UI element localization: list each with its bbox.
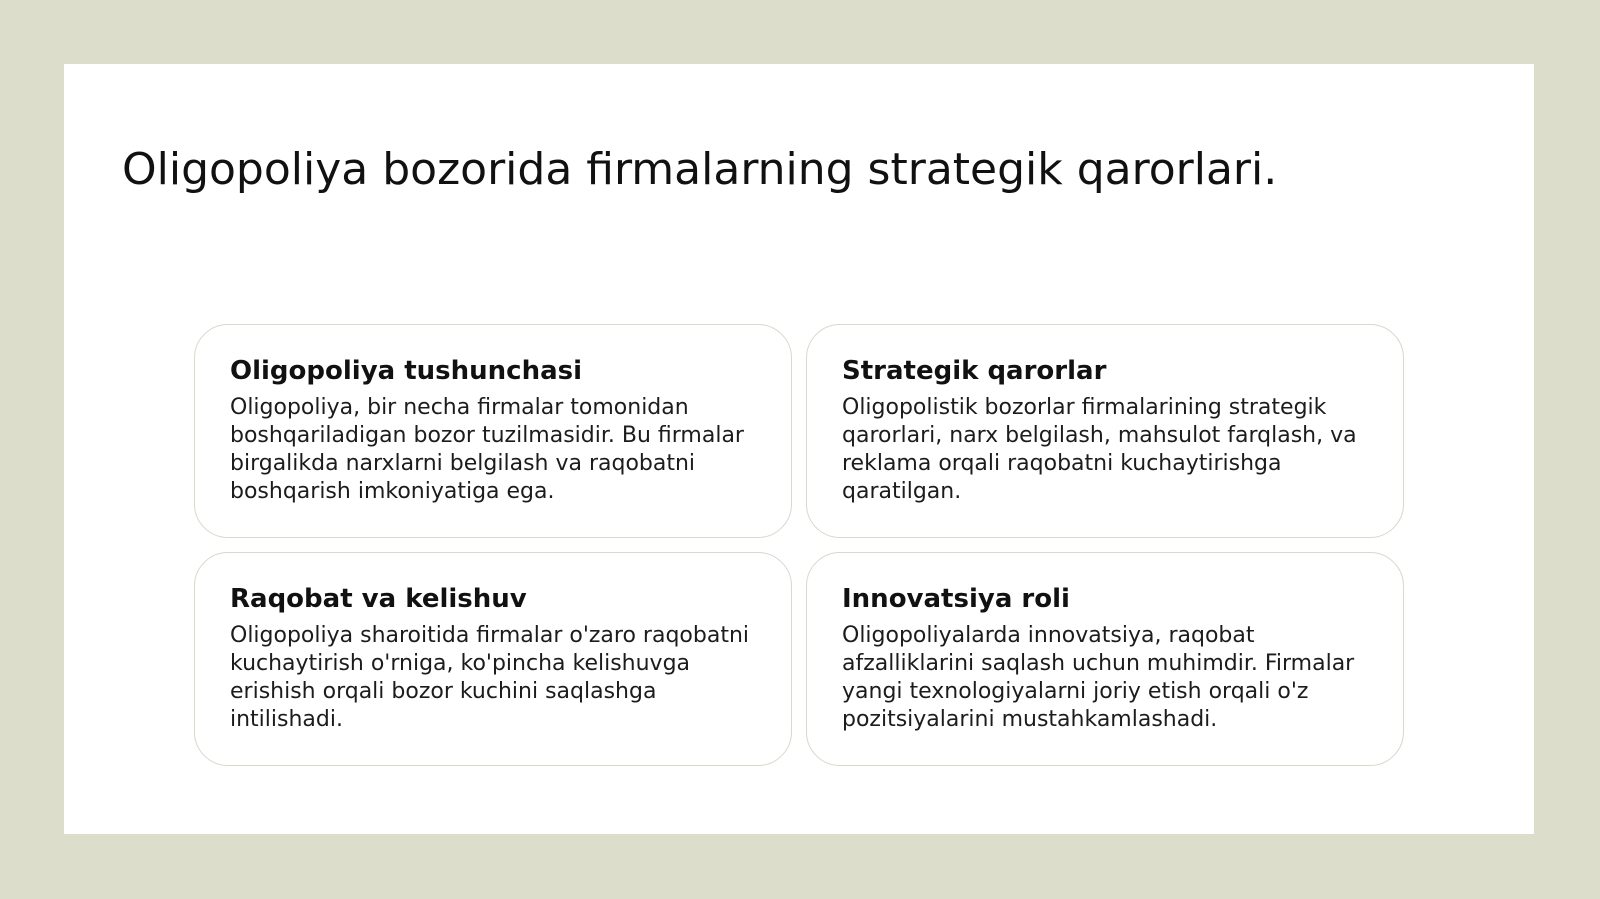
card-body: Oligopoliya, bir necha firmalar tomonidan boshqariladigan bozor tuzilmasidir. Bu firmalar birgalikda narxlarni belgilash va raqobatni boshqarish imkoniyatiga ega. — [230, 395, 744, 504]
card-body: Oligopolistik bozorlar firmalarining strategik qarorlari, narx belgilash, mahsulot farqlash, va reklama orqali raqobatni kuchaytirishga qaratilgan. — [842, 395, 1357, 504]
slide-title: Oligopoliya bozorida firmalarning strategik qarorlari. — [122, 144, 1278, 195]
card-body: Oligopoliyalarda innovatsiya, raqobat afzalliklarini saqlash uchun muhimdir. Firmalar yangi texnologiyalarni joriy etish orqali o'z pozitsiyalarini mustahkamlashadi. — [842, 623, 1355, 732]
card-heading: Oligopoliya tushunchasi — [230, 356, 583, 386]
card-strategik-qarorlar — [806, 324, 1404, 538]
card-heading: Innovatsiya roli — [842, 584, 1070, 614]
card-heading: Strategik qarorlar — [842, 356, 1107, 386]
card-body: Oligopoliya sharoitida firmalar o'zaro raqobatni kuchaytirish o'rniga, ko'pincha kelishuvga erishish orqali bozor kuchini saqlashga intilishadi. — [230, 623, 749, 732]
card-innovatsiya-roli — [806, 552, 1404, 766]
card-heading: Raqobat va kelishuv — [230, 584, 527, 614]
card-oligopoliya-tushunchasi — [194, 324, 792, 538]
slide — [64, 64, 1534, 834]
card-raqobat-va-kelishuv — [194, 552, 792, 766]
